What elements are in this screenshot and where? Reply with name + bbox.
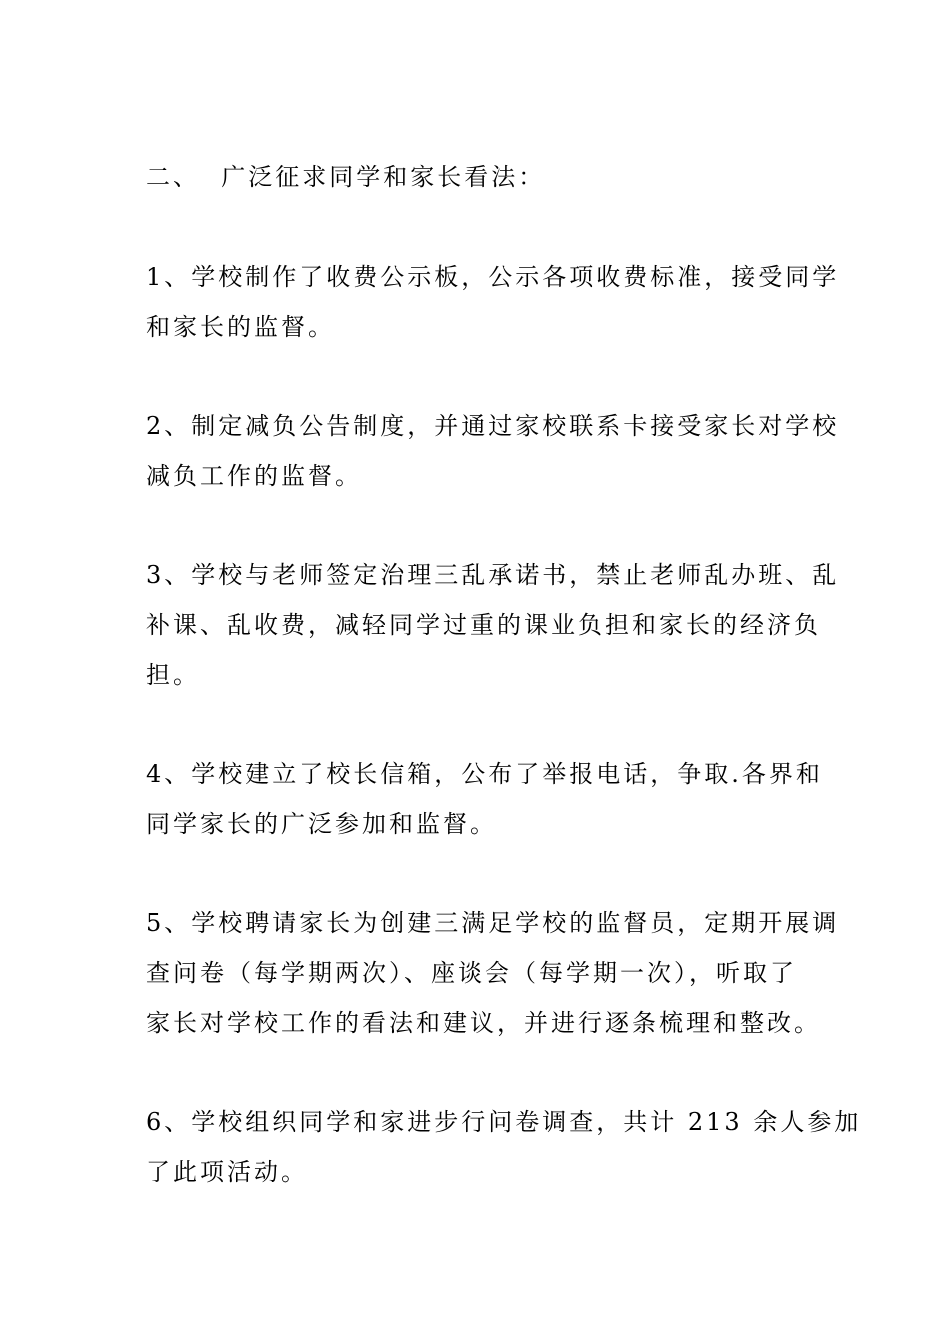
document-body xyxy=(146,152,862,1246)
section-heading: 二、 广泛征求同学和家长看法： xyxy=(146,163,546,191)
paragraph-line: 6、学校组织同学和家进步行问卷调查，共计 213 余人参加 xyxy=(146,1108,862,1136)
paragraph-line: 同学家长的广泛参加和监督。 xyxy=(146,810,497,838)
paragraph-6 xyxy=(146,1097,862,1197)
paragraph-line: 担。 xyxy=(146,661,200,689)
paragraph-line: 补课、乱收费，减轻同学过重的课业负担和家长的经济负 xyxy=(146,611,821,639)
paragraph-line: 和家长的监督。 xyxy=(146,313,335,341)
paragraph-1 xyxy=(146,252,840,352)
paragraph-line: 1、学校制作了收费公示板，公示各项收费标准，接受同学 xyxy=(146,263,840,291)
paragraph-line: 家长对学校工作的看法和建议，并进行逐条梳理和整改。 xyxy=(146,1009,821,1037)
paragraph-3 xyxy=(146,550,840,700)
paragraph-line: 3、学校与老师签定治理三乱承诺书，禁止老师乱办班、乱 xyxy=(146,561,840,589)
paragraph-5 xyxy=(146,898,840,1048)
paragraph-2 xyxy=(146,401,840,501)
paragraph-line: 了此项活动。 xyxy=(146,1158,308,1186)
paragraph-line: 减负工作的监督。 xyxy=(146,462,362,490)
paragraph-line: 查问卷（每学期两次）、座谈会（每学期一次），听取了 xyxy=(146,959,797,987)
paragraph-line: 2、制定减负公告制度，并通过家校联系卡接受家长对学校 xyxy=(146,412,840,440)
paragraph-line: 5、学校聘请家长为创建三满足学校的监督员，定期开展调 xyxy=(146,909,840,937)
paragraph-line: 4、学校建立了校长信箱，公布了举报电话，争取.各界和 xyxy=(146,760,823,788)
paragraph-4 xyxy=(146,749,823,849)
